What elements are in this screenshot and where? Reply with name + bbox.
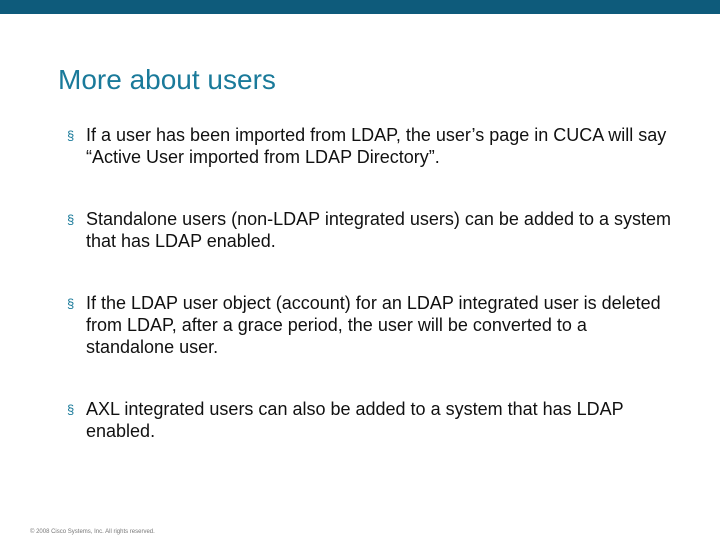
bullet-item-ldap-imported-user	[64, 124, 676, 168]
bullet-text: If the LDAP user object (account) for an LDAP integrated user is deleted from LDAP, after a grace period, the user will be converted to a standalone user.	[86, 293, 661, 357]
bullet-text: Standalone users (non-LDAP integrated users) can be added to a system that has LDAP enabled.	[86, 209, 672, 251]
bullet-item-deleted-ldap-user	[64, 292, 676, 358]
bullet-text: If a user has been imported from LDAP, the user’s page in CUCA will say “Active User imported from LDAP Directory”.	[86, 125, 667, 167]
square-bullet-icon: §	[67, 402, 75, 417]
top-header-bar	[0, 0, 720, 14]
bullet-item-standalone-users	[64, 208, 676, 252]
square-bullet-icon: §	[67, 296, 75, 311]
square-bullet-icon: §	[67, 128, 75, 143]
bullet-list	[64, 124, 676, 442]
bullet-text: AXL integrated users can also be added to a system that has LDAP enabled.	[86, 399, 624, 441]
slide-title: More about users	[58, 64, 276, 95]
copyright-footer: © 2008 Cisco Systems, Inc. All rights reserved.	[30, 529, 155, 535]
square-bullet-icon: §	[67, 212, 75, 227]
bullet-item-axl-integrated-users	[64, 398, 676, 442]
